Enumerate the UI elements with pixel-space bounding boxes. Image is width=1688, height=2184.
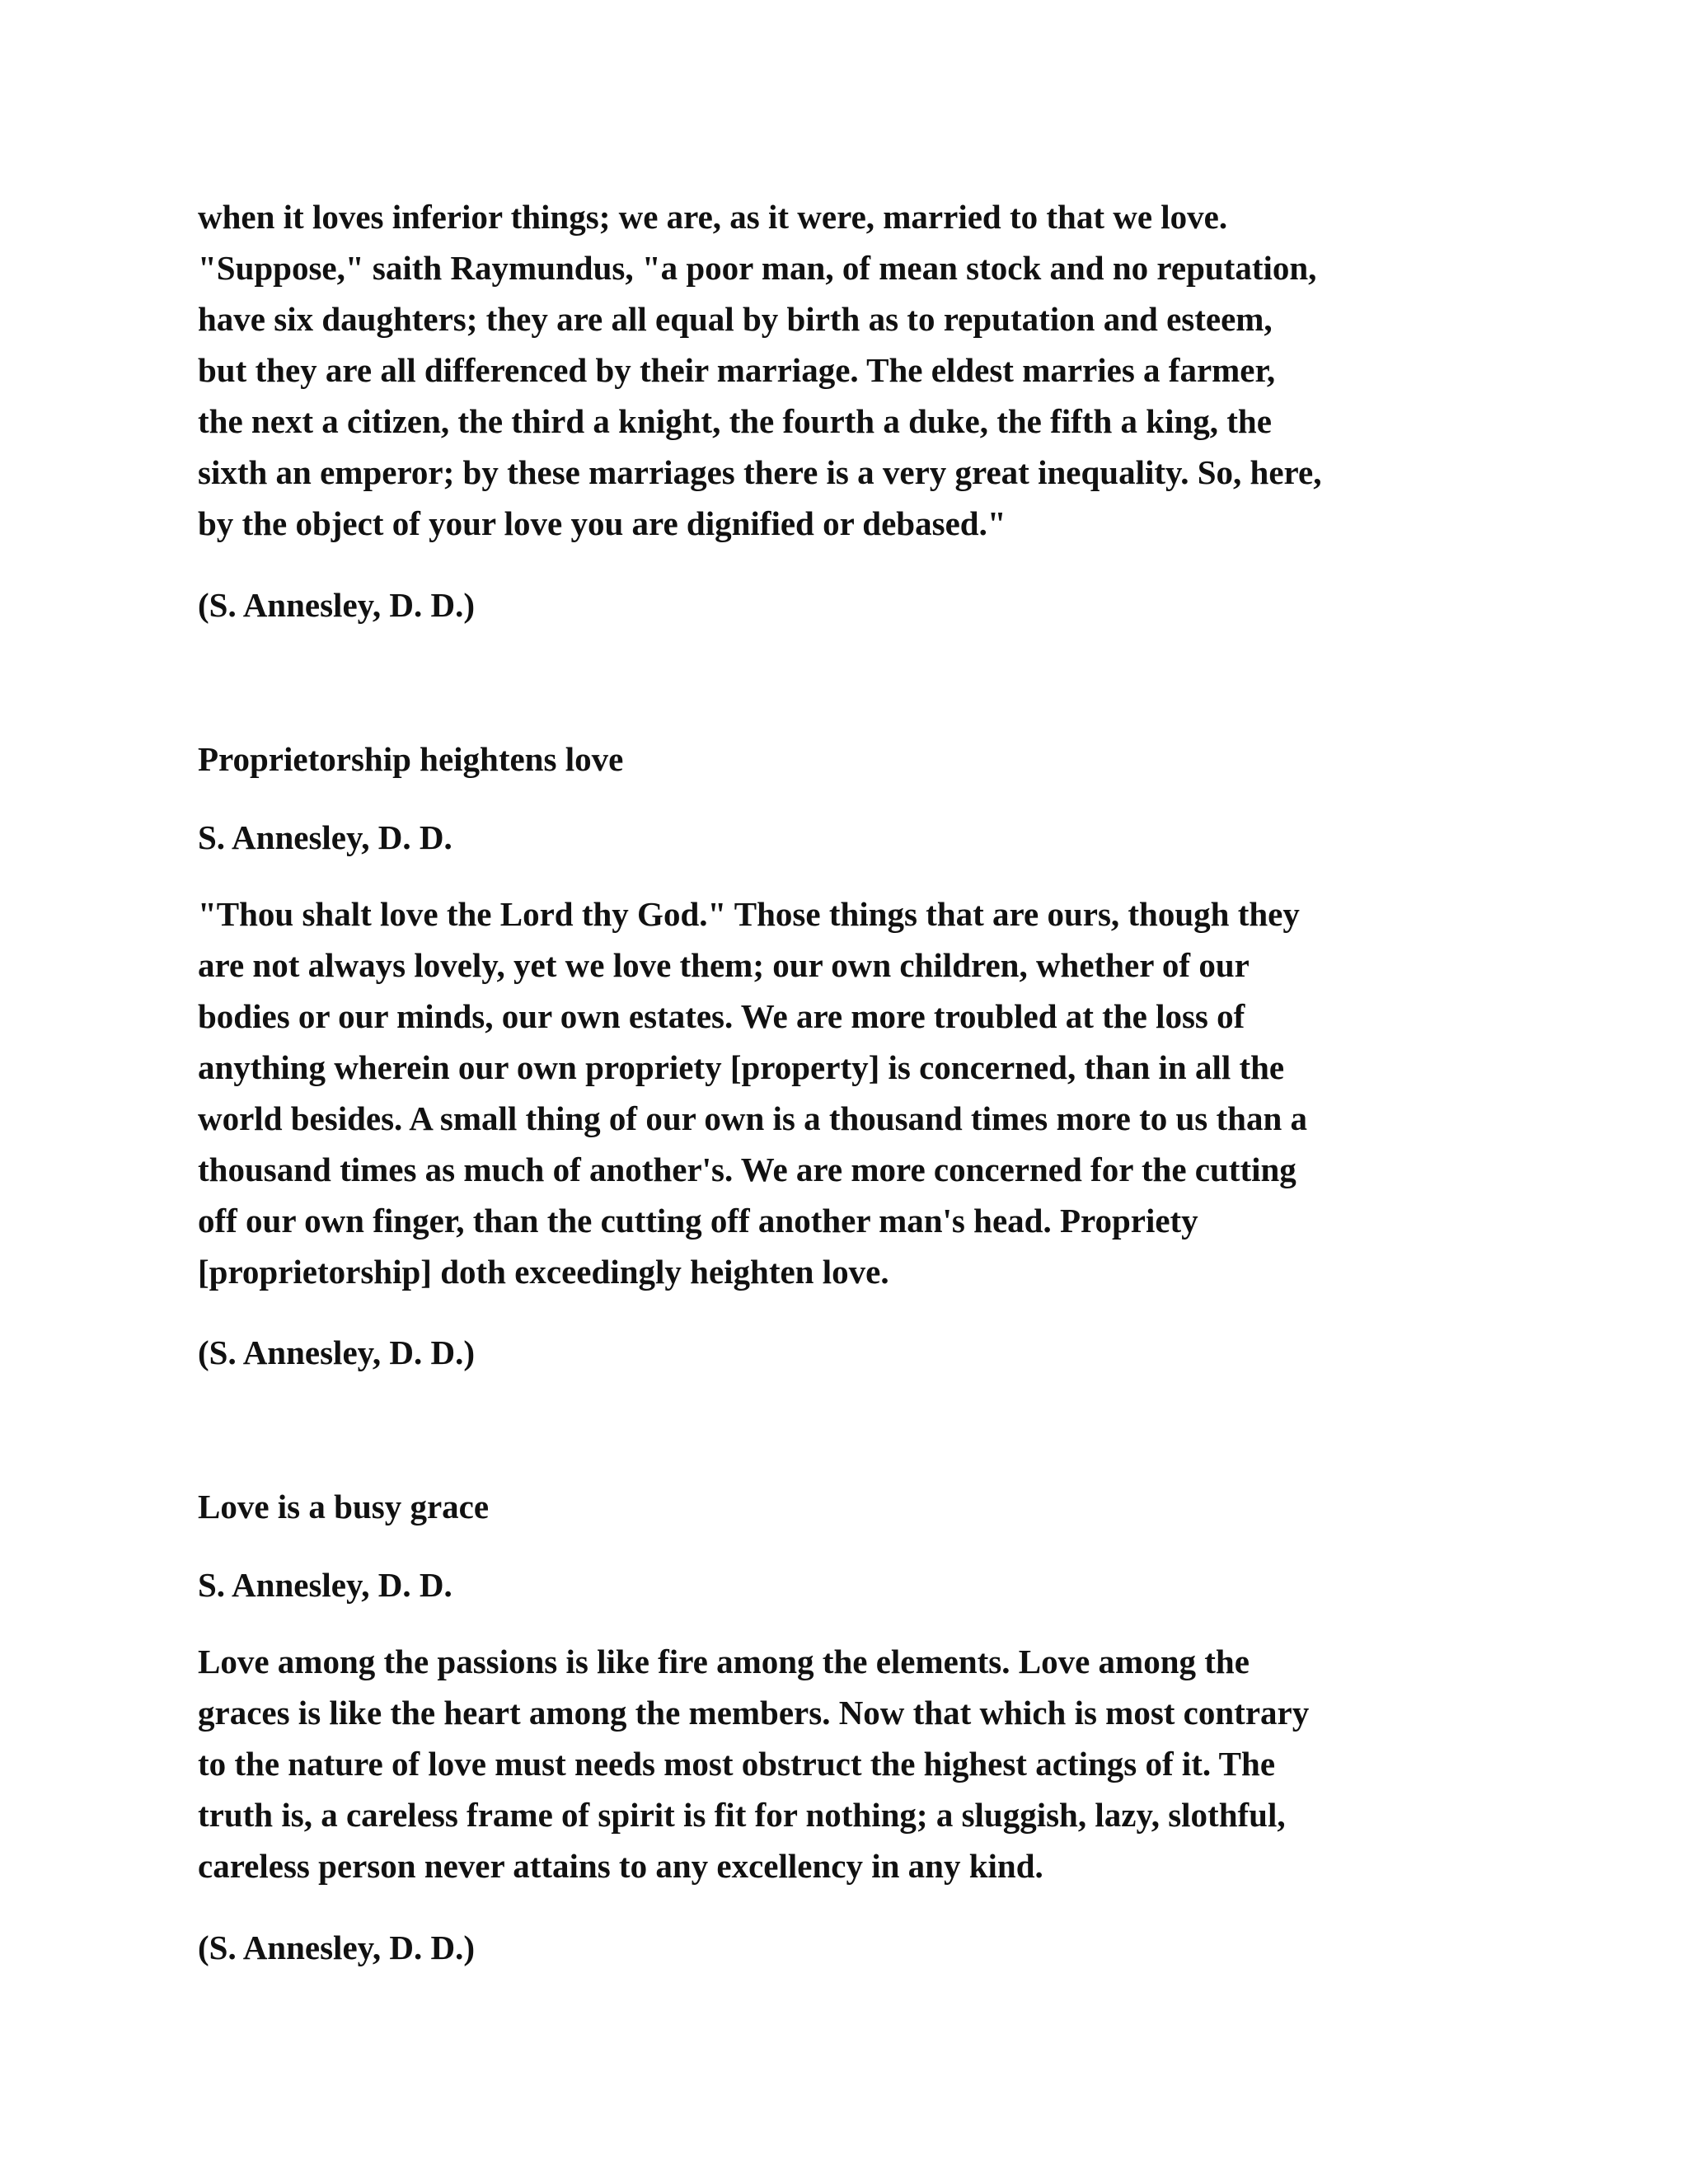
section-title-text: Proprietorship heightens love bbox=[198, 740, 624, 778]
section-author bbox=[198, 812, 1500, 863]
paragraph-line: "Suppose," saith Raymundus, "a poor man, of mean stock and no reputation, bbox=[198, 249, 1317, 287]
section-title bbox=[198, 733, 1500, 785]
paragraph-line: world besides. A small thing of our own is a thousand times more to us than a bbox=[198, 1099, 1307, 1137]
paragraph-line: by the object of your love you are dignified or debased." bbox=[198, 504, 1006, 542]
attribution-text: (S. Annesley, D. D.) bbox=[198, 1333, 476, 1371]
paragraph-line: the next a citizen, the third a knight, the fourth a duke, the fifth a king, the bbox=[198, 402, 1272, 440]
paragraph-line: thousand times as much of another's. We are more concerned for the cutting bbox=[198, 1151, 1296, 1188]
attribution bbox=[198, 1922, 1500, 1973]
paragraph-line: anything wherein our own propriety [property] is concerned, than in all the bbox=[198, 1048, 1285, 1086]
paragraph-line: bodies or our minds, our own estates. We are more troubled at the loss of bbox=[198, 997, 1245, 1035]
section-author-text: S. Annesley, D. D. bbox=[198, 818, 452, 856]
paragraph-line: "Thou shalt love the Lord thy God." Those things that are ours, though they bbox=[198, 895, 1300, 933]
paragraph-line: are not always lovely, yet we love them; our own children, whether of our bbox=[198, 946, 1250, 984]
attribution bbox=[198, 1327, 1500, 1378]
section-title-text: Love is a busy grace bbox=[198, 1488, 490, 1526]
paragraph-line: have six daughters; they are all equal by birth as to reputation and esteem, bbox=[198, 300, 1273, 338]
paragraph-line: [proprietorship] doth exceedingly heighten love. bbox=[198, 1253, 889, 1291]
paragraph-line: sixth an emperor; by these marriages there is a very great inequality. So, here, bbox=[198, 453, 1322, 491]
paragraph-line: off our own finger, than the cutting off another man's head. Propriety bbox=[198, 1202, 1198, 1240]
continuation-paragraph bbox=[198, 191, 1500, 549]
paragraph-line: graces is like the heart among the members. Now that which is most contrary bbox=[198, 1694, 1310, 1732]
attribution bbox=[198, 579, 1500, 630]
paragraph-line: to the nature of love must needs most obstruct the highest actings of it. The bbox=[198, 1745, 1276, 1783]
paragraph-line: but they are all differenced by their marriage. The eldest marries a farmer, bbox=[198, 351, 1276, 389]
attribution-text: (S. Annesley, D. D.) bbox=[198, 586, 476, 624]
attribution-text: (S. Annesley, D. D.) bbox=[198, 1929, 476, 1966]
paragraph-line: truth is, a careless frame of spirit is fit for nothing; a sluggish, lazy, slothful, bbox=[198, 1796, 1286, 1834]
section-author-text: S. Annesley, D. D. bbox=[198, 1566, 452, 1604]
paragraph-line: Love among the passions is like fire among the elements. Love among the bbox=[198, 1643, 1250, 1680]
section-author bbox=[198, 1559, 1500, 1610]
section-paragraph bbox=[198, 1636, 1500, 1891]
section-paragraph bbox=[198, 888, 1500, 1297]
paragraph-line: when it loves inferior things; we are, as it were, married to that we love. bbox=[198, 198, 1228, 236]
section-title bbox=[198, 1481, 1500, 1532]
paragraph-line: careless person never attains to any excellency in any kind. bbox=[198, 1847, 1043, 1885]
